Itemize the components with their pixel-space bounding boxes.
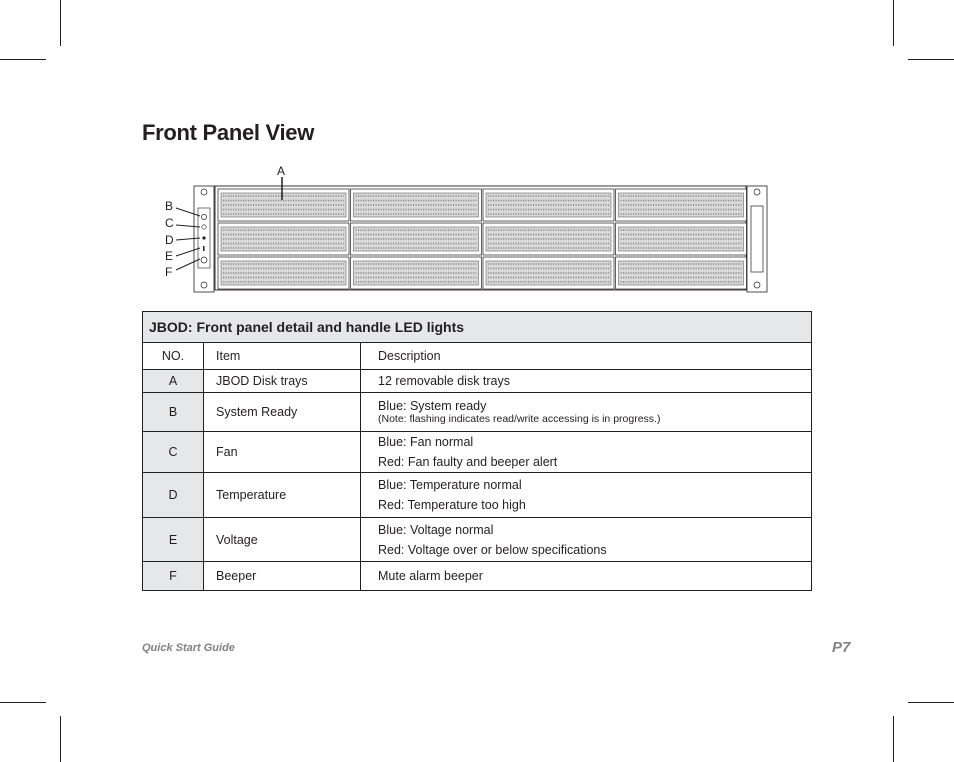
row-description — [361, 393, 812, 432]
row-item: System Ready — [204, 393, 361, 432]
description-line: Mute alarm beeper — [378, 569, 483, 583]
crop-mark — [60, 716, 61, 762]
callout-f: F — [165, 265, 173, 279]
column-header-description: Description — [361, 343, 812, 370]
led-lights-table — [142, 311, 812, 591]
table-header-row — [143, 343, 812, 370]
row-number: C — [143, 432, 204, 473]
temperature-led-icon — [202, 236, 205, 239]
crop-mark — [60, 0, 61, 46]
row-number: D — [143, 473, 204, 518]
row-description — [361, 473, 812, 518]
callout-e: E — [165, 249, 174, 263]
description-line: Red: Fan faulty and beeper alert — [378, 455, 558, 469]
description-line: Red: Temperature too high — [378, 498, 526, 512]
callout-c: C — [165, 216, 174, 230]
front-panel-diagram — [160, 160, 770, 295]
crop-mark — [908, 59, 954, 60]
description-line: 12 removable disk trays — [378, 374, 511, 388]
table-row — [143, 393, 812, 432]
row-item: Voltage — [204, 518, 361, 562]
table-heading-row — [143, 312, 812, 343]
page-number: P7 — [832, 639, 851, 656]
table-row — [143, 432, 812, 473]
row-item: Temperature — [204, 473, 361, 518]
callout-d: D — [165, 233, 174, 247]
description-line: Blue: Temperature normal — [378, 478, 522, 492]
column-header-no: NO. — [143, 343, 204, 370]
footer-guide-title: Quick Start Guide — [142, 642, 235, 654]
crop-mark — [0, 702, 46, 703]
description-line: Blue: System ready — [378, 399, 487, 413]
column-header-item: Item — [204, 343, 361, 370]
row-number: A — [143, 370, 204, 393]
row-item: JBOD Disk trays — [204, 370, 361, 393]
row-description — [361, 432, 812, 473]
callout-b: B — [165, 199, 174, 213]
row-description — [361, 518, 812, 562]
table-row — [143, 370, 812, 393]
description-line: Blue: Voltage normal — [378, 522, 494, 537]
description-line: Red: Voltage over or below specifications — [378, 542, 607, 557]
description-note: (Note: flashing indicates read/write accessing is in progress.) — [378, 413, 661, 425]
row-number: B — [143, 393, 204, 432]
crop-mark — [893, 0, 894, 46]
row-description — [361, 562, 812, 591]
right-rack-ear — [747, 186, 767, 292]
row-number: E — [143, 518, 204, 562]
table-row — [143, 562, 812, 591]
row-description — [361, 370, 812, 393]
crop-mark — [893, 716, 894, 762]
callout-a: A — [277, 164, 286, 178]
row-number: F — [143, 562, 204, 591]
description-line: Blue: Fan normal — [378, 435, 474, 449]
voltage-led-icon — [203, 246, 205, 251]
table-heading: JBOD: Front panel detail and handle LED lights — [143, 312, 812, 343]
row-item: Beeper — [204, 562, 361, 591]
row-item: Fan — [204, 432, 361, 473]
crop-mark — [0, 59, 46, 60]
crop-mark — [908, 702, 954, 703]
table-row — [143, 473, 812, 518]
page-title: Front Panel View — [142, 120, 315, 145]
table-row — [143, 518, 812, 562]
